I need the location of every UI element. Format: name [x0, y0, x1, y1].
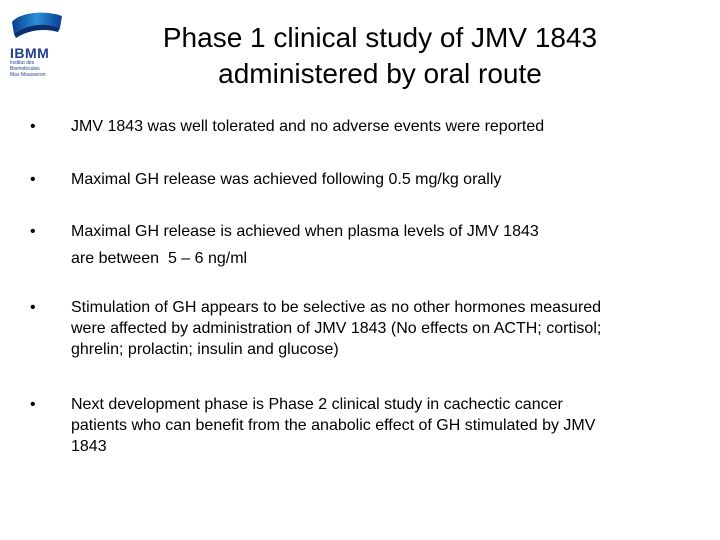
bullet-line: were affected by administration of JMV 1843 (No effects on ACTH; cortisol; [71, 320, 602, 337]
bullet-dot: • [30, 396, 36, 413]
bullet-dot: • [30, 171, 36, 188]
bullet-line: patients who can benefit from the anabolic effect of GH stimulated by JMV [71, 417, 596, 434]
logo-line-2: Biomolécules [10, 66, 40, 72]
slide-title [95, 20, 665, 92]
logo-line-3: Max Mousseron [10, 72, 46, 78]
bullet-line: Next development phase is Phase 2 clinical study in cachectic cancer [71, 396, 563, 413]
ibmm-ribbon-icon [6, 8, 70, 48]
bullet-item-1 [30, 116, 680, 137]
bullet-line: ghrelin; prolactin; insulin and glucose) [71, 341, 339, 358]
title-line-1: Phase 1 clinical study of JMV 1843 [162, 22, 598, 53]
bullet-line: Maximal GH release is achieved when plasma levels of JMV 1843 [71, 223, 539, 240]
logo-name: IBMM [10, 45, 50, 61]
logo-line-1: Institut des [10, 60, 35, 66]
bullet-line: are between 5 – 6 ng/ml [71, 250, 248, 267]
bullet-line: Maximal GH release was achieved following 0.5 mg/kg orally [71, 171, 502, 188]
bullet-item-2 [30, 169, 680, 190]
title-line-2: administered by oral route [218, 58, 542, 89]
bullet-dot: • [30, 118, 36, 135]
bullet-item-3 [30, 221, 680, 269]
bullet-item-5 [30, 394, 680, 457]
ibmm-logo [6, 8, 70, 78]
bullet-line: Stimulation of GH appears to be selective as no other hormones measured [71, 299, 602, 316]
bullet-dot: • [30, 223, 36, 240]
bullet-item-4 [30, 297, 680, 360]
bullet-line: JMV 1843 was well tolerated and no adverse events were reported [71, 118, 545, 135]
bullet-line: 1843 [71, 438, 107, 455]
bullet-dot: • [30, 299, 36, 316]
